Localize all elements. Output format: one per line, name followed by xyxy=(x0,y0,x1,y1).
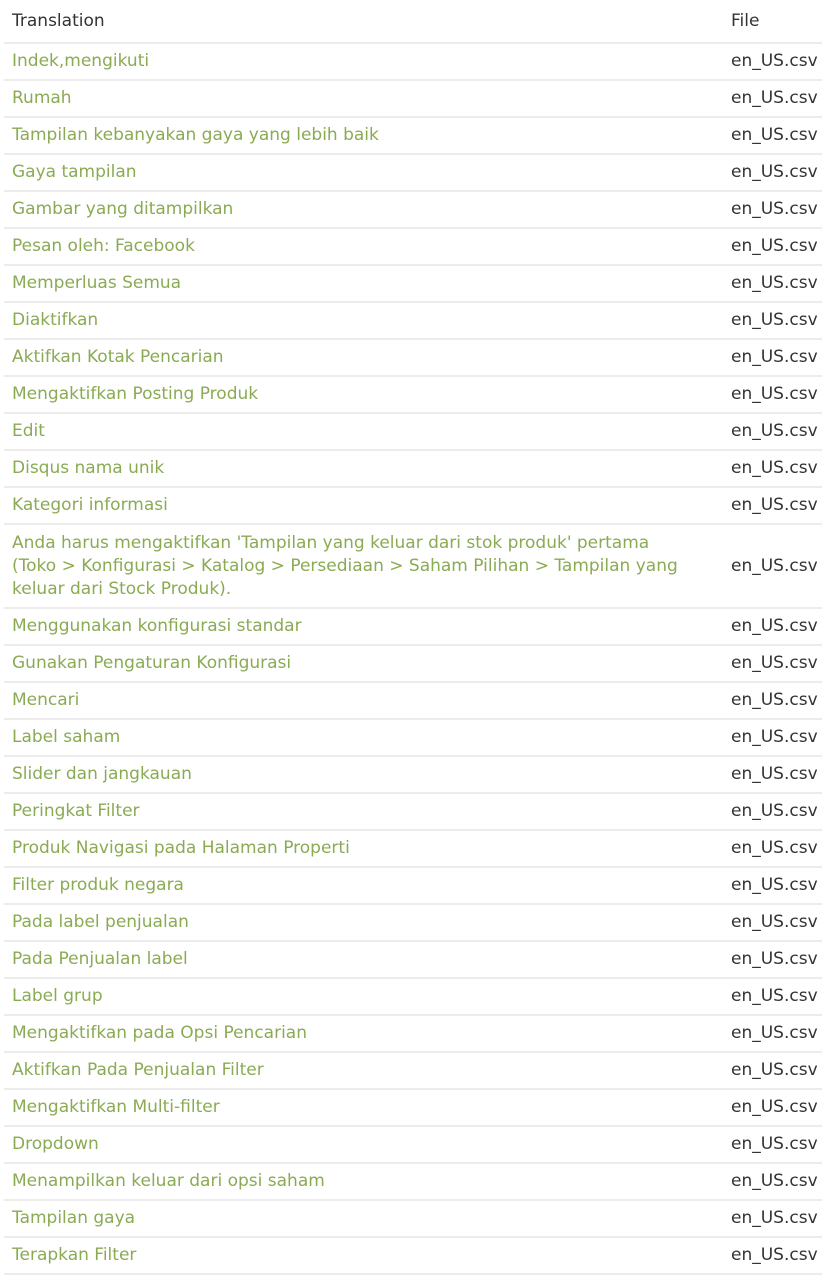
translation-cell: Pada label penjualan xyxy=(4,904,723,941)
file-cell: en_US.csv xyxy=(723,867,822,904)
table-row xyxy=(4,154,822,191)
translation-cell: Peringkat Filter xyxy=(4,793,723,830)
translation-cell: Disqus nama unik xyxy=(4,450,723,487)
table-row xyxy=(4,487,822,524)
table-row xyxy=(4,265,822,302)
table-row xyxy=(4,978,822,1015)
translation-cell: Mengaktifkan pada Opsi Pencarian xyxy=(4,1015,723,1052)
translation-cell: Terapkan Filter xyxy=(4,1237,723,1274)
translation-cell: Filter produk negara xyxy=(4,867,723,904)
table-row xyxy=(4,413,822,450)
table-row xyxy=(4,1237,822,1274)
translation-cell: Label saham xyxy=(4,719,723,756)
translation-table-container xyxy=(4,0,822,1275)
translation-cell: Tampilan gaya xyxy=(4,1200,723,1237)
translation-cell: Mencari xyxy=(4,682,723,719)
file-cell: en_US.csv xyxy=(723,339,822,376)
table-row xyxy=(4,645,822,682)
translation-cell: Diaktifkan xyxy=(4,302,723,339)
file-cell: en_US.csv xyxy=(723,756,822,793)
file-cell: en_US.csv xyxy=(723,645,822,682)
table-header-row xyxy=(4,0,822,43)
table-row xyxy=(4,1052,822,1089)
table-row xyxy=(4,867,822,904)
translation-cell: Pada Penjualan label xyxy=(4,941,723,978)
translation-cell: Slider dan jangkauan xyxy=(4,756,723,793)
file-cell: en_US.csv xyxy=(723,450,822,487)
file-cell: en_US.csv xyxy=(723,154,822,191)
table-row xyxy=(4,682,822,719)
file-cell: en_US.csv xyxy=(723,1015,822,1052)
table-row xyxy=(4,376,822,413)
translation-table xyxy=(4,0,822,1275)
table-row xyxy=(4,339,822,376)
translation-cell: Gambar yang ditampilkan xyxy=(4,191,723,228)
file-cell: en_US.csv xyxy=(723,487,822,524)
file-cell: en_US.csv xyxy=(723,941,822,978)
table-row xyxy=(4,302,822,339)
file-cell: en_US.csv xyxy=(723,376,822,413)
table-row xyxy=(4,191,822,228)
file-cell: en_US.csv xyxy=(723,793,822,830)
translation-cell: Dropdown xyxy=(4,1126,723,1163)
table-row xyxy=(4,80,822,117)
translation-cell: Indek,mengikuti xyxy=(4,43,723,80)
table-row xyxy=(4,450,822,487)
table-row xyxy=(4,756,822,793)
file-cell: en_US.csv xyxy=(723,1052,822,1089)
file-cell: en_US.csv xyxy=(723,524,822,608)
translation-cell: Aktifkan Pada Penjualan Filter xyxy=(4,1052,723,1089)
translation-cell: Aktifkan Kotak Pencarian xyxy=(4,339,723,376)
file-cell: en_US.csv xyxy=(723,265,822,302)
file-cell: en_US.csv xyxy=(723,830,822,867)
file-cell: en_US.csv xyxy=(723,1200,822,1237)
table-row xyxy=(4,1163,822,1200)
translation-cell: Tampilan kebanyakan gaya yang lebih baik xyxy=(4,117,723,154)
translation-cell: Gunakan Pengaturan Konfigurasi xyxy=(4,645,723,682)
table-row xyxy=(4,793,822,830)
file-cell: en_US.csv xyxy=(723,904,822,941)
table-row xyxy=(4,1015,822,1052)
table-row xyxy=(4,43,822,80)
file-cell: en_US.csv xyxy=(723,413,822,450)
column-header-file[interactable]: File xyxy=(723,0,822,43)
table-row xyxy=(4,719,822,756)
table-row xyxy=(4,1126,822,1163)
file-cell: en_US.csv xyxy=(723,682,822,719)
translation-cell: Mengaktifkan Multi-filter xyxy=(4,1089,723,1126)
file-cell: en_US.csv xyxy=(723,608,822,645)
table-row xyxy=(4,117,822,154)
translation-cell: Anda harus mengaktifkan 'Tampilan yang keluar dari stok produk' pertama (Toko > Konfigurasi > Katalog > Persediaan > Saham Pilihan > Tampilan yang keluar dari Stock Produk). xyxy=(4,524,723,608)
table-row xyxy=(4,941,822,978)
translation-cell: Memperluas Semua xyxy=(4,265,723,302)
translation-cell: Pesan oleh: Facebook xyxy=(4,228,723,265)
table-row xyxy=(4,228,822,265)
file-cell: en_US.csv xyxy=(723,1163,822,1200)
table-row xyxy=(4,608,822,645)
translation-cell: Edit xyxy=(4,413,723,450)
file-cell: en_US.csv xyxy=(723,80,822,117)
file-cell: en_US.csv xyxy=(723,228,822,265)
file-cell: en_US.csv xyxy=(723,1126,822,1163)
table-row xyxy=(4,1089,822,1126)
table-row xyxy=(4,830,822,867)
translation-cell: Kategori informasi xyxy=(4,487,723,524)
file-cell: en_US.csv xyxy=(723,191,822,228)
file-cell: en_US.csv xyxy=(723,1089,822,1126)
file-cell: en_US.csv xyxy=(723,117,822,154)
translation-cell: Menggunakan konfigurasi standar xyxy=(4,608,723,645)
translation-cell: Rumah xyxy=(4,80,723,117)
file-cell: en_US.csv xyxy=(723,978,822,1015)
file-cell: en_US.csv xyxy=(723,43,822,80)
table-body xyxy=(4,43,822,1274)
translation-cell: Mengaktifkan Posting Produk xyxy=(4,376,723,413)
file-cell: en_US.csv xyxy=(723,1237,822,1274)
translation-cell: Gaya tampilan xyxy=(4,154,723,191)
translation-cell: Produk Navigasi pada Halaman Properti xyxy=(4,830,723,867)
table-row xyxy=(4,904,822,941)
file-cell: en_US.csv xyxy=(723,719,822,756)
table-row xyxy=(4,524,822,608)
file-cell: en_US.csv xyxy=(723,302,822,339)
translation-cell: Label grup xyxy=(4,978,723,1015)
column-header-translation[interactable]: Translation xyxy=(4,0,723,43)
table-row xyxy=(4,1200,822,1237)
translation-cell: Menampilkan keluar dari opsi saham xyxy=(4,1163,723,1200)
